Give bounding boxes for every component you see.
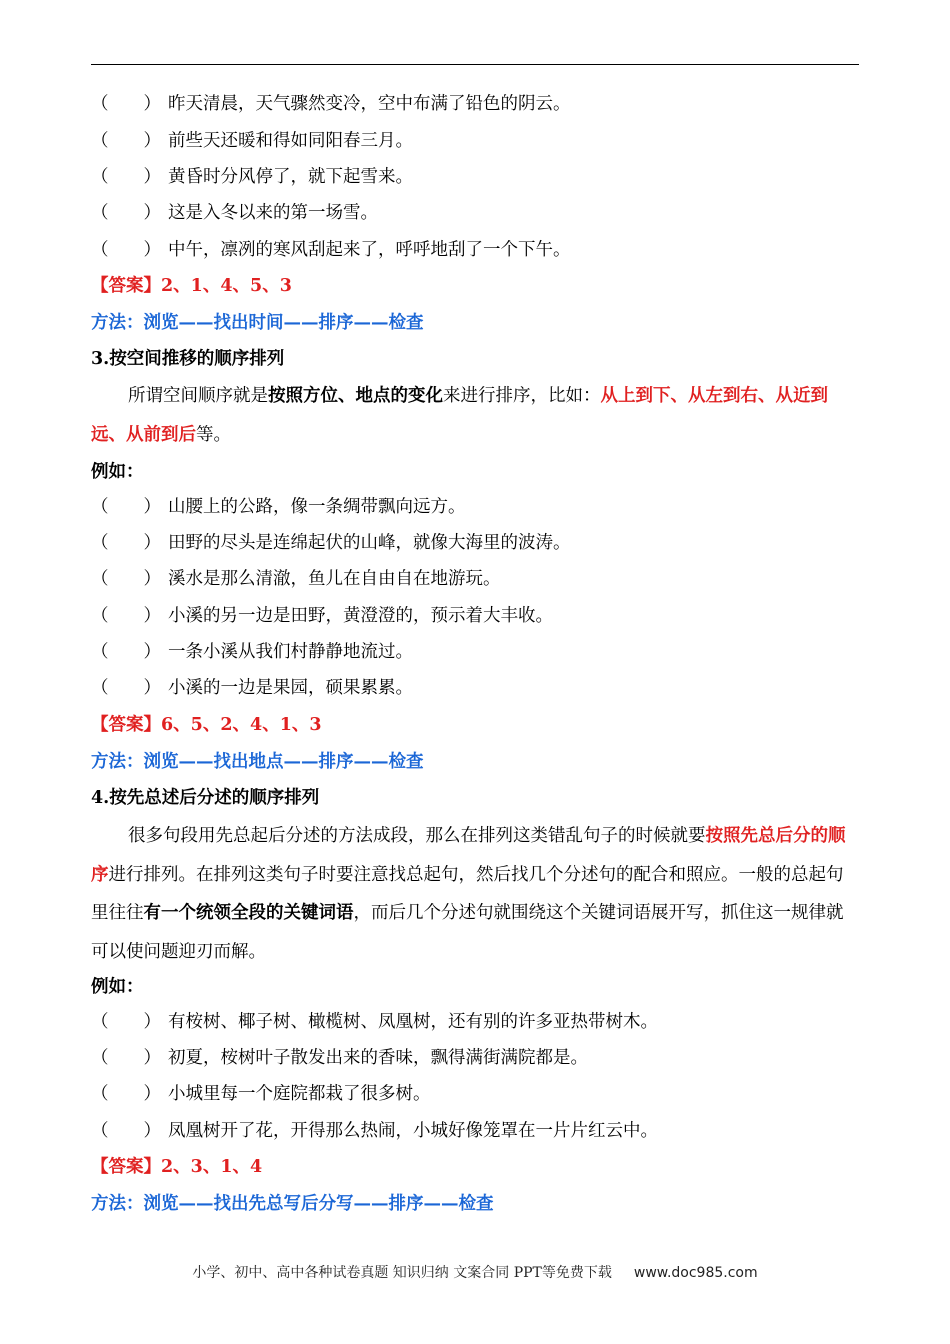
method-line: 方法：浏览——找出地点——排序——检查: [91, 752, 424, 772]
method-line: 方法：浏览——找出时间——排序——检查: [91, 313, 424, 333]
list-item: （ ） 一条小溪从我们村静静地流过。: [91, 642, 413, 662]
list-item: （ ） 前些天还暖和得如同阳春三月。: [91, 131, 413, 151]
answer-blank[interactable]: （ ）: [91, 1048, 161, 1068]
answer-blank[interactable]: （ ）: [91, 642, 161, 662]
example-label: 例如：: [91, 462, 144, 482]
answer-blank[interactable]: （ ）: [91, 1012, 161, 1032]
page-footer: [0, 1262, 950, 1282]
list-item: （ ） 有桉树、椰子树、橄榄树、凤凰树，还有别的许多亚热带树木。: [91, 1012, 658, 1032]
answer-blank[interactable]: （ ）: [91, 569, 161, 589]
method-line: 方法：浏览——找出先总写后分写——排序——检查: [91, 1194, 494, 1214]
header-rule: [91, 64, 859, 65]
answer-blank[interactable]: （ ）: [91, 131, 161, 151]
answer-blank[interactable]: （ ）: [91, 167, 161, 187]
list-item: （ ） 凤凰树开了花，开得那么热闹，小城好像笼罩在一片片红云中。: [91, 1121, 658, 1141]
list-item: （ ） 溪水是那么清澈，鱼儿在自由自在地游玩。: [91, 569, 501, 589]
answer-blank[interactable]: （ ）: [91, 240, 161, 260]
answer-blank[interactable]: （ ）: [91, 497, 161, 517]
answer-blank[interactable]: （ ）: [91, 1084, 161, 1104]
list-item: （ ） 初夏，桉树叶子散发出来的香味，飘得满街满院都是。: [91, 1048, 588, 1068]
answer-blank[interactable]: （ ）: [91, 94, 161, 114]
list-item: （ ） 山腰上的公路，像一条绸带飘向远方。: [91, 497, 466, 517]
section-heading: 4.按先总述后分述的顺序排列: [91, 788, 320, 808]
answer-blank[interactable]: （ ）: [91, 1121, 161, 1141]
list-item: （ ） 黄昏时分风停了，就下起雪来。: [91, 167, 413, 187]
list-item: （ ） 小城里每一个庭院都栽了很多树。: [91, 1084, 431, 1104]
answer-blank[interactable]: （ ）: [91, 678, 161, 698]
paragraph: 所谓空间顺序就是按照方位、地点的变化来进行排序，比如：从上到下、从左到右、从近到远、从前到后等。: [91, 386, 828, 445]
answer-blank[interactable]: （ ）: [91, 533, 161, 553]
answer-line: 【答案】2、3、1、4: [91, 1157, 263, 1177]
footer-link[interactable]: www.doc985.com: [633, 1265, 758, 1281]
answer-line: 【答案】2、1、4、5、3: [91, 276, 292, 296]
answer-line: 【答案】6、5、2、4、1、3: [91, 715, 322, 735]
footer-text: 小学、初中、高中各种试卷真题 知识归纳 文案合同 PPT等免费下载: [192, 1265, 612, 1281]
answer-blank[interactable]: （ ）: [91, 606, 161, 626]
list-item: （ ） 昨天清晨，天气骤然变冷，空中布满了铅色的阴云。: [91, 94, 571, 114]
list-item: （ ） 小溪的一边是果园，硕果累累。: [91, 678, 413, 698]
section-heading: 3.按空间推移的顺序排列: [91, 349, 285, 369]
list-item: （ ） 小溪的另一边是田野，黄澄澄的，预示着大丰收。: [91, 606, 553, 626]
answer-blank[interactable]: （ ）: [91, 203, 161, 223]
list-item: （ ） 这是入冬以来的第一场雪。: [91, 203, 378, 223]
example-label: 例如：: [91, 977, 144, 997]
paragraph: 很多句段用先总起后分述的方法成段，那么在排列这类错乱句子的时候就要按照先总后分的顺序进行排列。在排列这类句子时要注意找总起句，然后找几个分述句的配合和照应。一般的总起句里往往有一个统领全段的关键词语，而后几个分述句就围绕这个关键词语展开写，抓住这一规律就可以使问题迎刃而解。: [91, 826, 846, 962]
list-item: （ ） 田野的尽头是连绵起伏的山峰，就像大海里的波涛。: [91, 533, 571, 553]
list-item: （ ） 中午，凛冽的寒风刮起来了，呼呼地刮了一个下午。: [91, 240, 571, 260]
